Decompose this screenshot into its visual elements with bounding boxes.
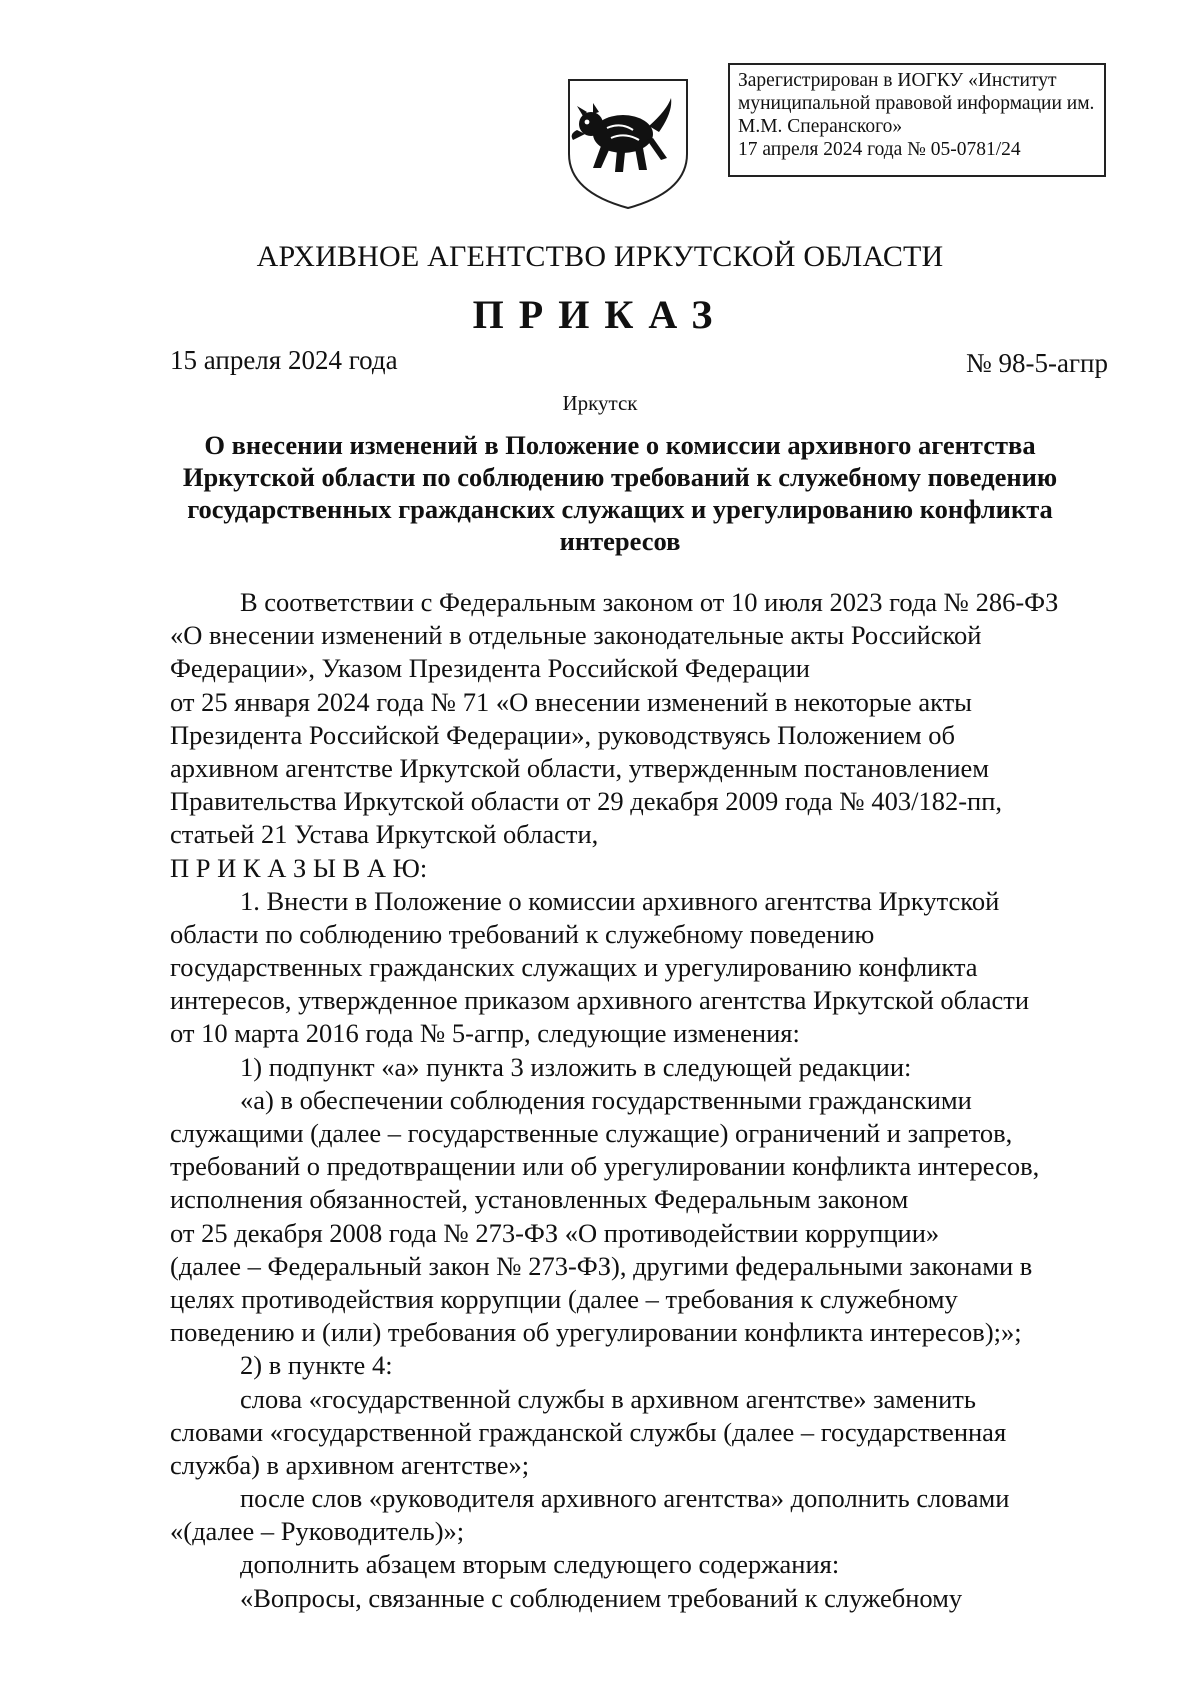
title-line: государственных гражданских служащих и урегулированию конфликта — [187, 494, 1053, 524]
body-line: требований о предотвращении или об урегулировании конфликта интересов, — [170, 1151, 1040, 1182]
body-line: словами «государственной гражданской службы (далее – государственная — [170, 1416, 1007, 1447]
body-line: от 10 марта 2016 года № 5-агпр, следующие изменения: — [170, 1018, 800, 1049]
body-line: 2) в пункте 4: — [240, 1350, 393, 1381]
order-date: 15 апреля 2024 года — [170, 345, 398, 375]
body-line: интересов, утвержденное приказом архивного агентства Иркутской области — [170, 985, 1029, 1016]
body-line: от 25 января 2024 года № 71 «О внесении изменений в некоторые акты — [170, 686, 972, 717]
irkutsk-coat-of-arms-icon — [563, 76, 693, 211]
body-line: служащими (далее – государственные служащие) ограничений и запретов, — [170, 1118, 1013, 1148]
title-line: Иркутской области по соблюдению требований к служебному поведению — [182, 462, 1058, 492]
body-line: после слов «руководителя архивного агентства» дополнить словами — [240, 1483, 1010, 1514]
body-line: В соответствии с Федеральным законом от 10 июля 2023 года № 286-ФЗ — [240, 587, 1059, 617]
body-line: поведению и (или) требования об урегулировании конфликта интересов);»; — [170, 1317, 1022, 1348]
body-line: от 25 декабря 2008 года № 273-ФЗ «О противодействии коррупции» — [170, 1217, 940, 1248]
body-line: «(далее – Руководитель)»; — [170, 1516, 465, 1547]
body-line: 1. Внести в Положение о комиссии архивного агентства Иркутской — [240, 885, 1000, 916]
registration-line-1: Зарегистрирован в ИОГКУ «Институт — [738, 70, 1057, 91]
body-line: «О внесении изменений в отдельные законодательные акты Российской — [170, 620, 982, 651]
title-line: О внесении изменений в Положение о комиссии архивного агентства — [204, 430, 1036, 460]
body-line: государственных гражданских служащих и урегулированию конфликта — [170, 952, 978, 983]
body-line: (далее – Федеральный закон № 273-ФЗ), другими федеральными законами в — [170, 1250, 1033, 1281]
body-line: «Вопросы, связанные с соблюдением требований к служебному — [240, 1582, 963, 1613]
body-line: дополнить абзацем вторым следующего содержания: — [240, 1549, 840, 1580]
order-number: № 98-5-агпр — [965, 348, 1108, 378]
agency-name: АРХИВНОЕ АГЕНТСТВО ИРКУТСКОЙ ОБЛАСТИ — [256, 240, 944, 273]
body-line: области по соблюдению требований к служебному поведению — [170, 918, 875, 949]
body-line: слова «государственной службы в архивном агентстве» заменить — [240, 1383, 976, 1414]
body-line: «а) в обеспечении соблюдения государственными гражданскими — [240, 1084, 972, 1115]
body-line: служба) в архивном агентстве»; — [170, 1449, 530, 1480]
body-line: исполнения обязанностей, установленных Федеральным законом — [170, 1184, 909, 1215]
document-kind-heading: ПРИКАЗ — [472, 292, 728, 337]
registration-line-3: М.М. Сперанского» — [738, 116, 903, 137]
registration-stamp — [728, 63, 1106, 177]
registration-line-2: муниципальной правовой информации им. — [738, 93, 1095, 114]
body-line: статьей 21 Устава Иркутской области, — [170, 819, 599, 850]
body-line: 1) подпункт «а» пункта 3 изложить в следующей редакции: — [240, 1051, 912, 1082]
body-line: Президента Российской Федерации», руководствуясь Положением об — [170, 719, 955, 750]
body-line: Правительства Иркутской области от 29 декабря 2009 года № 403/182-пп, — [170, 786, 1003, 817]
orders-heading: П Р И К А З Ы В А Ю: — [170, 852, 428, 883]
registration-line-4: 17 апреля 2024 года № 05-0781/24 — [738, 139, 1021, 160]
title-line: интересов — [559, 526, 681, 556]
body-line: Федерации», Указом Президента Российской Федерации — [170, 653, 810, 684]
order-city: Иркутск — [562, 391, 638, 415]
order-title — [150, 429, 1090, 557]
order-body — [170, 586, 1110, 1615]
body-line: архивном агентстве Иркутской области, утвержденным постановлением — [170, 752, 990, 783]
body-line: целях противодействия коррупции (далее – требования к служебному — [170, 1283, 958, 1314]
